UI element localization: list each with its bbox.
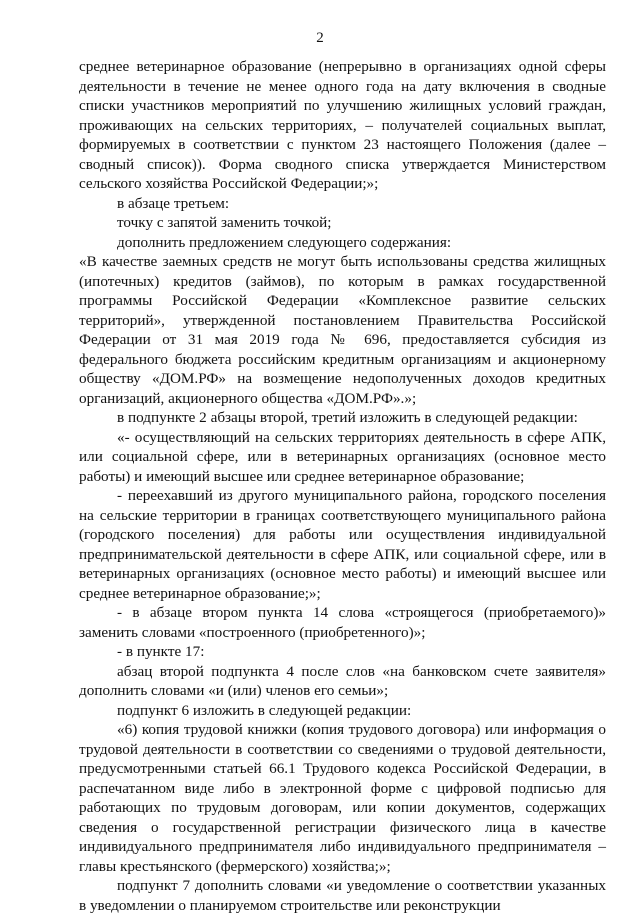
document-body	[79, 57, 606, 915]
paragraph: «- осуществляющий на сельских территориях деятельность в сфере АПК, или социальной сфере, или в ветеринарных организациях (основное место работы) и имеющий высшее или среднее ветеринарное образование;	[79, 428, 606, 485]
paragraph: - в пункте 17:	[117, 643, 205, 660]
paragraph: «6) копия трудовой книжки (копия трудового договора) или информация о трудовой деятельности в соответствии со сведениями о трудовой деятельности, предусмотренными статьей 66.1 Трудового кодекса Российской Федерации, в распечатанном виде либо в электронной форме с цифровой подписью для работающих по трудовым договорам, или копии документов, содержащих сведения о государственной регистрации физического лица в качестве индивидуального предпринимателя либо индивидуального предпринимателя – главы крестьянского (фермерского) хозяйства;»;	[79, 721, 606, 875]
paragraph: - переехавший из другого муниципального района, городского поселения на сельские территории в границах соответствующего муниципального района (городского поселения) для работы или осуществления индивидуальной предпринимательской деятельности в сфере АПК, или социальной сфере, или в ветеринарных организациях (основное место работы) и имеющий высшее или среднее ветеринарное образование;»;	[79, 487, 606, 602]
paragraph: в подпункте 2 абзацы второй, третий изложить в следующей редакции:	[117, 409, 578, 426]
paragraph: дополнить предложением следующего содержания:	[117, 233, 452, 251]
paragraph: подпункт 7 дополнить словами «и уведомление о соответствии указанных в уведомлении о планируемом строительстве или реконструкции	[79, 877, 606, 914]
paragraph: точку с запятой заменить точкой;	[117, 214, 332, 231]
paragraph: среднее ветеринарное образование (непрерывно в организациях одной сферы деятельности в течение не менее одного года на дату включения в сводные списки участников мероприятий по улучшению жилищных условий граждан, проживающих на сельских территориях, – получателей социальных выплат, формируемых в соответствии с пунктом 23 настоящего Положения (далее – сводный список)). Форма сводного списка утверждается Министерством сельского хозяйства Российской Федерации;»;	[79, 58, 606, 192]
paragraph: в абзаце третьем:	[117, 194, 230, 212]
paragraph: подпункт 6 изложить в следующей редакции:	[117, 701, 412, 719]
paragraph: «В качестве заемных средств не могут быть использованы средства жилищных (ипотечных) кредитов (займов), по которым в рамках государственной программы Российской Федерации «Комплексное развитие сельских территорий», утвержденной постановлением Правительства Российской Федерации от 31 мая 2019 года № 696, предоставляется субсидия из федерального бюджета российским кредитным организациям и акционерному обществу «ДОМ.РФ» на возмещение недополученных доходов кредитных организаций, акционерного общества «ДОМ.РФ».»;	[79, 253, 606, 407]
page-number: 2	[316, 30, 324, 46]
paragraph: абзац второй подпункта 4 после слов «на банковском счете заявителя» дополнить словами «и (или) членов его семьи»;	[79, 662, 606, 699]
paragraph: - в абзаце втором пункта 14 слова «строящегося (приобретаемого)» заменить словами «построенного (приобретенного)»;	[79, 604, 606, 641]
